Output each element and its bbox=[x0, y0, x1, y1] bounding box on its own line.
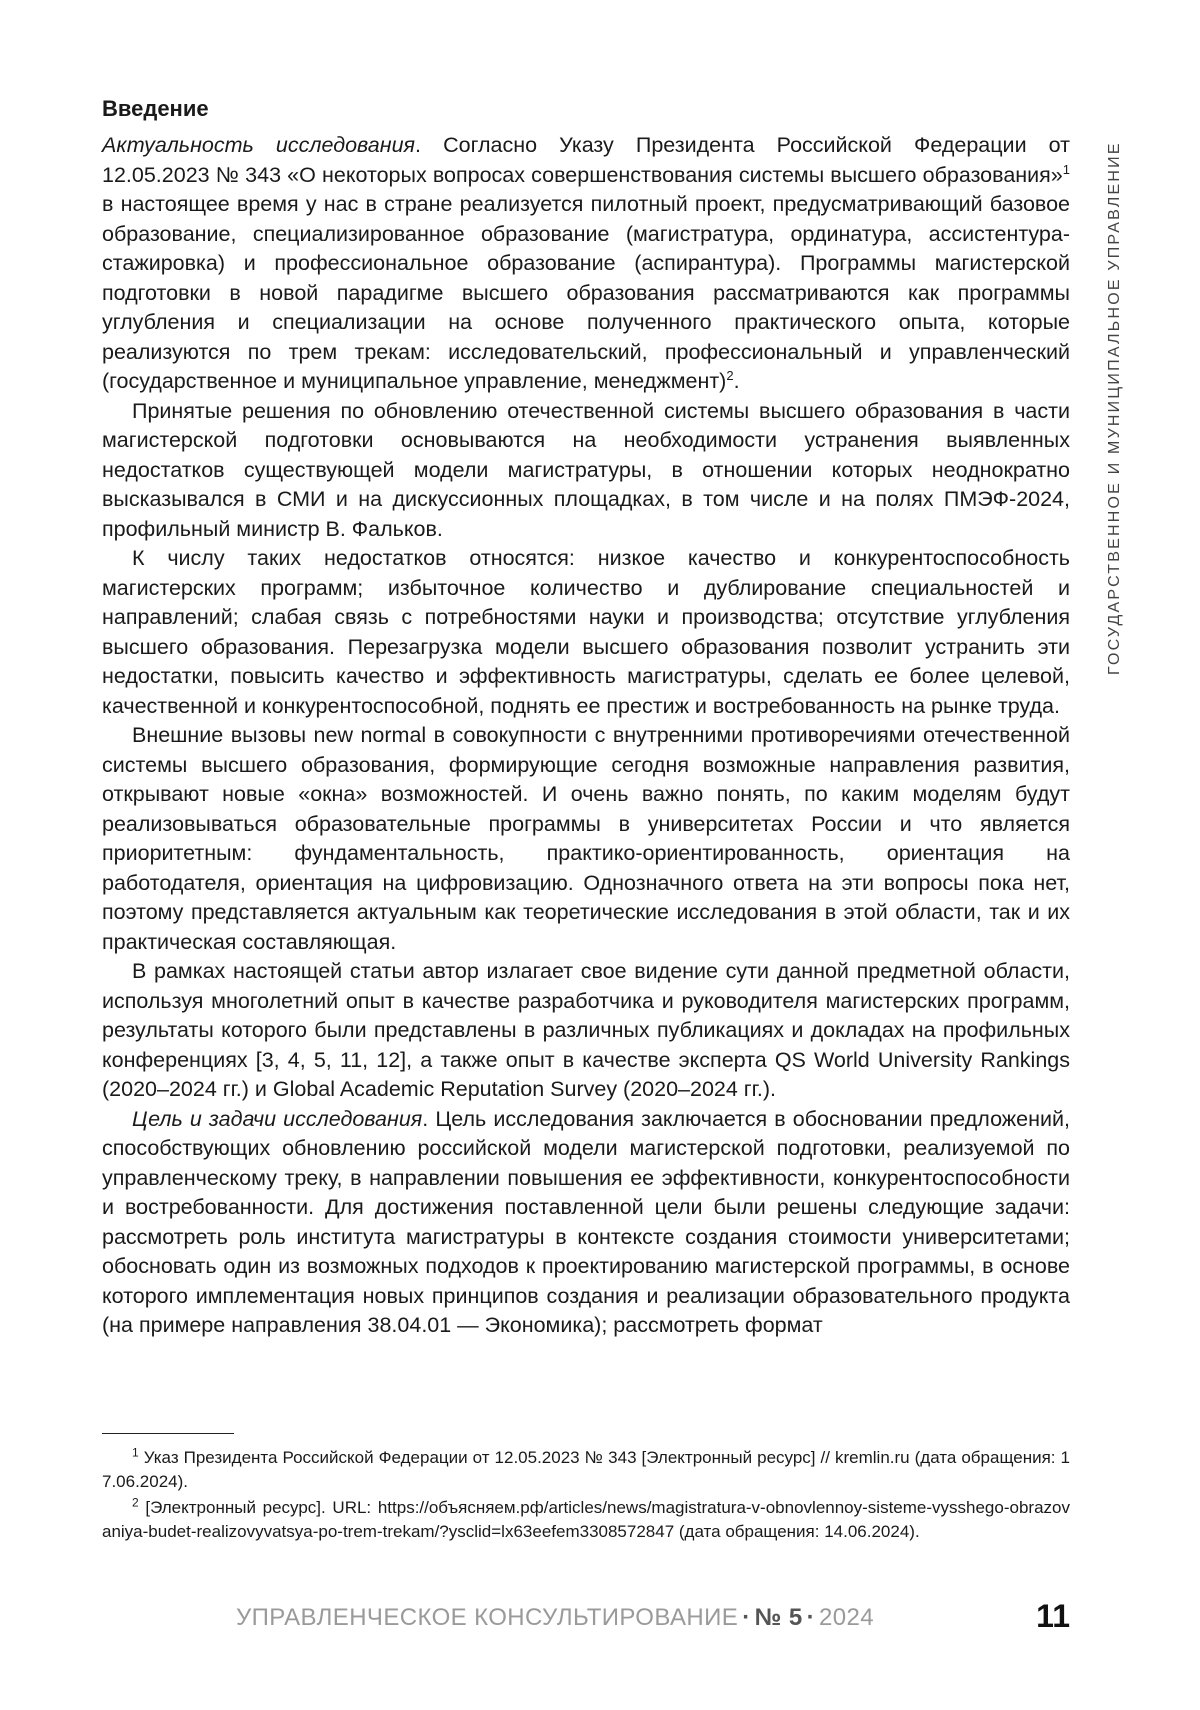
journal-name: УПРАВЛЕНЧЕСКОЕ КОНСУЛЬТИРОВАНИЕ bbox=[236, 1604, 739, 1631]
separator-dot: · bbox=[806, 1604, 815, 1631]
footnote-1 bbox=[102, 1446, 1070, 1494]
paragraph-lead: Актуальность исследования bbox=[102, 133, 416, 157]
paragraph-lead: Цель и задачи исследования bbox=[132, 1106, 423, 1131]
section-heading: Введение bbox=[102, 96, 209, 121]
paragraph-text: . Согласно Указу Президента Российской Федерации от 12.05.2023 № 343 «О некоторых вопросах совершенствования системы высшего образования» bbox=[102, 133, 1070, 187]
paragraph-text: . Цель исследования заключается в обосновании предложений, способствующих обновлению российской модели магистерской подготовки, реализуемой по управленческому треку, в направлении повышения ее эффективности, конкурентоспособности и востребованности. Для достижения поставленной цели были решены следующие задачи: рассмотреть роль института магистратуры в контексте создания стоимости университетами; обосновать один из возможных подходов к проектированию магистерской программы, в основе которого имплементация новых принципов создания и реализации образовательного продукта (на примере направления 38.04.01 — Экономика); рассмотреть формат bbox=[102, 1106, 1070, 1337]
journal-running-title bbox=[236, 1604, 874, 1632]
paragraph-decisions: Принятые решения по обновлению отечественной системы высшего образования в части магистерской подготовки основываются на необходимости устранения выявленных недостатков существующей модели магистратуры, в отношении которых неоднократно высказывался в СМИ и на дискуссионных площадках, в том числе и на полях ПМЭФ-2024, профильный министр В. Фальков. bbox=[102, 398, 1070, 541]
footnote-text: Указ Президента Российской Федерации от 12.05.2023 № 343 [Электронный ресурс] // kremlin.ru (дата обращения: 17.06.2024). bbox=[102, 1448, 1070, 1491]
paragraph-author-view: В рамках настоящей статьи автор излагает свое видение сути данной предметной области, используя многолетний опыт в качестве разработчика и руководителя магистерских программ, результаты которого были представлены в различных публикациях и докладах на профильных конференциях [3, 4, 5, 11, 12], а также опыт в качестве эксперта QS World University Rankings (2020–2024 гг.) и Global Academic Reputation Survey (2020–2024 гг.). bbox=[102, 959, 1070, 1101]
article-body bbox=[102, 94, 1070, 1341]
issue-number: № 5 bbox=[754, 1604, 803, 1631]
paragraph-shortcomings: К числу таких недостатков относятся: низкое качество и конкурентоспособность магистерских программ; избыточное количество и дублирование специальностей и направлений; слабая связь с потребностями науки и производства; отсутствие углубления высшего образования. Перезагрузка модели высшего образования позволит устранить эти недостатки, повысить качество и эффективность магистратуры, сделать ее более целевой, качественной и конкурентоспособной, поднять ее престиж и востребованность на рынке труда. bbox=[102, 546, 1070, 718]
footnote-number: 1 bbox=[132, 1445, 139, 1460]
paragraph-text: . bbox=[733, 369, 740, 393]
footnote-divider bbox=[102, 1433, 234, 1434]
paragraph-goals bbox=[102, 1105, 1070, 1341]
footnote-ref-1: 1 bbox=[1062, 161, 1070, 177]
page-number: 11 bbox=[1036, 1598, 1070, 1634]
page-footer bbox=[236, 1598, 1070, 1642]
footnotes bbox=[102, 1446, 1070, 1546]
footnote-2 bbox=[102, 1496, 1070, 1544]
issue-year: 2024 bbox=[818, 1604, 874, 1631]
separator-dot: · bbox=[742, 1604, 751, 1631]
footnote-ref-2: 2 bbox=[726, 367, 734, 383]
section-side-label: ГОСУДАРСТВЕННОЕ И МУНИЦИПАЛЬНОЕ УПРАВЛЕНИЕ bbox=[1106, 141, 1123, 675]
paragraph-text: в настоящее время у нас в стране реализуется пилотный проект, предусматривающий базовое образование, специализированное образование (магистратура, ординатура, ассистентура-стажировка) и профессиональное образование (аспирантура). Программы магистерской подготовки в новой парадигме высшего образования рассматриваются как программы углубления и специализации на основе полученного практического опыта, которые реализуются по трем трекам: исследовательский, профессиональный и управленческий (государственное и муниципальное управление, менеджмент) bbox=[102, 192, 1070, 393]
paragraph-challenges: Внешние вызовы new normal в совокупности с внутренними противоречиями отечественной системы высшего образования, формирующие сегодня возможные направления развития, открывают новые «окна» возможностей. И очень важно понять, по каким моделям будут реализовываться образовательные программы в университетах России и что является приоритетным: фундаментальность, практико-ориентированность, ориентация на работодателя, ориентация на цифровизацию. Однозначного ответа на эти вопросы пока нет, поэтому представляется актуальным как теоретические исследования в этой области, так и их практическая составляющая. bbox=[102, 723, 1070, 954]
footnote-number: 2 bbox=[132, 1495, 139, 1510]
footnote-text: [Электронный ресурс]. URL: https://объясняем.рф/articles/news/magistratura-v-obnovlennoy-sisteme-vysshego-obrazovaniya-budet-realizovyvatsya-po-trem-trekam/?ysclid=lx63eefem3308572847 (дата обращения: 14.06.2024). bbox=[102, 1498, 1070, 1541]
paragraph-relevance bbox=[102, 131, 1070, 397]
